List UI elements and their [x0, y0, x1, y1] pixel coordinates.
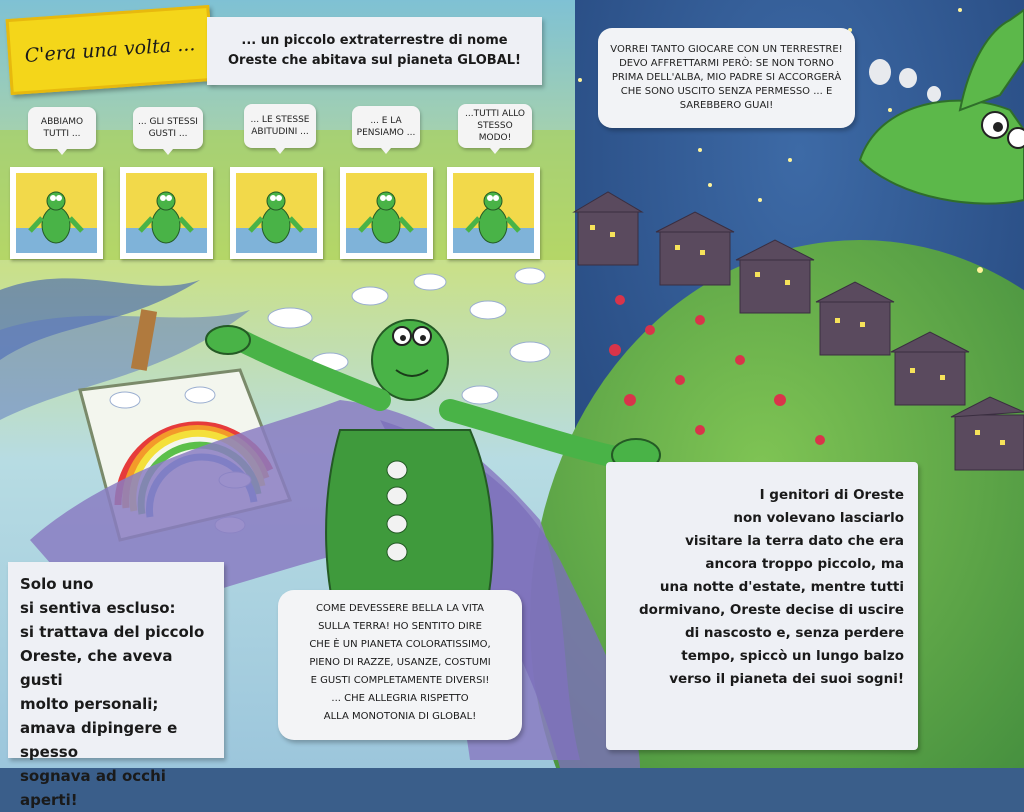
comic-panel-4 [340, 167, 433, 259]
right-narration-line: I genitori di Oreste [759, 487, 904, 503]
right-narration-line: non volevano lasciarlo [733, 510, 904, 526]
center-speech-line: COME DEVESSERE BELLA LA VITA [316, 603, 484, 614]
right-narration-line: una notte d'estate, mentre tutti [659, 579, 904, 595]
left-narration-line: si sentiva escluso: [20, 599, 176, 617]
thought-bubble-text: VORREI TANTO GIOCARE CON UN TERRESTRE! DEVO AFFRETTARMI PERÒ: SE NON TORNO PRIMA DELL'ALBA, MIO PADRE SI ACCORGERÀ CHE SONO USCITO SENZA PERMESSO ... E SAREBBERO GUAI! [610, 44, 843, 111]
speech-bubble-4 [352, 106, 420, 148]
left-narration-line: si trattava del piccolo [20, 623, 205, 641]
speech-bubble-text: ABBIAMO TUTTI ... [40, 117, 84, 139]
intro-caption [207, 17, 542, 85]
center-speech-line: SULLA TERRA! HO SENTITO DIRE [318, 621, 482, 632]
speech-bubble-text: ... GLI STESSI GUSTI ... [138, 117, 198, 139]
right-narration-line: di nascosto e, senza perdere [684, 625, 904, 641]
left-narration-line: Solo uno [20, 575, 94, 593]
center-speech-line: ALLA MONOTONIA DI GLOBAL! [323, 711, 477, 722]
center-speech-line: ... CHE ALLEGRIA RISPETTO [331, 693, 469, 704]
left-narration-line: sognava ad occhi aperti! [20, 767, 166, 809]
right-narration-line: visitare la terra dato che era [685, 533, 904, 549]
thought-bubble [598, 28, 855, 128]
speech-bubble-2 [133, 107, 203, 149]
right-narration-line: ancora troppo piccolo, ma [705, 556, 904, 572]
left-narration-line: amava dipingere e spesso [20, 719, 178, 761]
right-narration-line: verso il pianeta dei suoi sogni! [669, 671, 904, 687]
speech-bubble-3 [244, 104, 316, 148]
comic-panel-3 [230, 167, 323, 259]
center-speech-line: E GUSTI COMPLETAMENTE DIVERSI! [310, 675, 490, 686]
speech-bubble-text: ... LE STESSE ABITUDINI ... [250, 115, 310, 137]
speech-bubble-text: ... E LA PENSIAMO ... [356, 116, 416, 138]
right-narration-line: dormivano, Oreste decise di uscire [639, 602, 904, 618]
title-banner [6, 5, 215, 95]
speech-bubble-text: ...TUTTI ALLO STESSO MODO! [465, 109, 525, 143]
comic-panel-5 [447, 167, 540, 259]
right-narration-line: tempo, spiccò un lungo balzo [681, 648, 904, 664]
title-banner-text: C'era una volta ... [24, 33, 196, 67]
left-narration-line: Oreste, che aveva gusti [20, 647, 173, 689]
left-narration-line: molto personali; [20, 695, 159, 713]
left-narration [8, 562, 224, 809]
center-speech-line: PIENO DI RAZZE, USANZE, COSTUMI [309, 657, 491, 668]
center-speech-line: CHE È UN PIANETA COLORATISSIMO, [309, 639, 491, 650]
speech-bubble-5 [458, 104, 532, 148]
intro-caption-text: ... un piccolo extraterrestre di nome Oreste che abitava sul pianeta GLOBAL! [228, 33, 521, 68]
comic-panel-2 [120, 167, 213, 259]
right-narration [606, 462, 918, 750]
speech-bubble-1 [28, 107, 96, 149]
center-speech [278, 590, 522, 740]
comic-panel-1 [10, 167, 103, 259]
